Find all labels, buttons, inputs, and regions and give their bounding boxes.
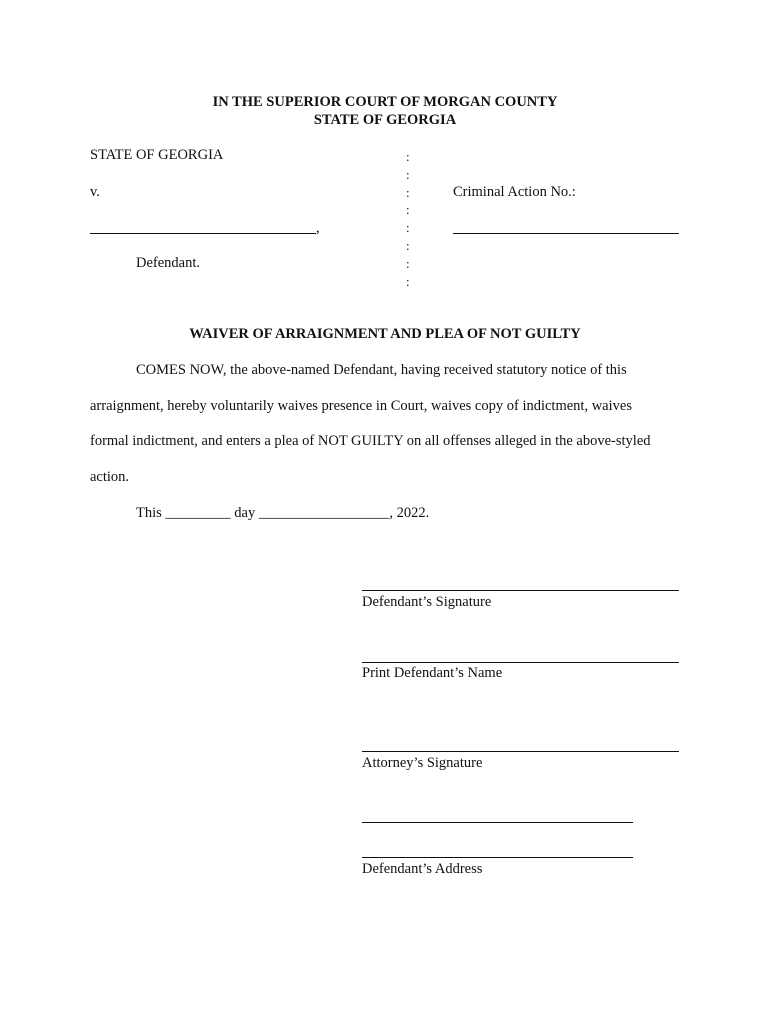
defendant-signature-label: Defendant’s Signature — [362, 594, 492, 610]
colon: : — [406, 149, 410, 164]
address-line-2[interactable] — [362, 857, 633, 858]
colon: : — [406, 273, 410, 289]
colon: : — [406, 202, 410, 218]
print-name-line[interactable] — [362, 662, 679, 663]
criminal-action-number-line[interactable] — [453, 233, 679, 234]
plaintiff-name: STATE OF GEORGIA — [90, 147, 224, 163]
attorney-signature-label: Attorney’s Signature — [362, 755, 483, 771]
colon: : — [406, 255, 410, 271]
body-line-2: arraignment, hereby voluntarily waives presence in Court, waives copy of indictment, waives — [90, 398, 632, 414]
defendant-label: Defendant. — [136, 255, 201, 271]
body-line-1: COMES NOW, the above-named Defendant, having received statutory notice of this — [136, 362, 627, 378]
criminal-action-label: Criminal Action No.: — [453, 184, 576, 200]
date-line[interactable]: This _________ day __________________, 2022. — [136, 505, 430, 521]
print-name-label: Print Defendant’s Name — [362, 665, 503, 681]
document-title: WAIVER OF ARRAIGNMENT AND PLEA OF NOT GUILTY — [189, 326, 581, 342]
court-heading: IN THE SUPERIOR COURT OF MORGAN COUNTY — [212, 94, 558, 110]
defendant-name-line — [90, 233, 316, 234]
colon: : — [406, 220, 410, 236]
colon: : — [406, 166, 410, 182]
caption-divider — [406, 148, 416, 290]
colon: : — [406, 237, 410, 253]
defendant-name-comma: , — [316, 220, 320, 236]
defendant-address-label: Defendant’s Address — [362, 861, 483, 877]
versus-label: v. — [90, 184, 100, 200]
colon: : — [406, 184, 410, 200]
body-line-4: action. — [90, 469, 130, 485]
attorney-signature-line[interactable] — [362, 751, 679, 752]
defendant-signature-line[interactable] — [362, 590, 679, 591]
state-heading: STATE OF GEORGIA — [313, 112, 457, 128]
body-line-3: formal indictment, and enters a plea of NOT GUILTY on all offenses alleged in the above-styled — [90, 433, 651, 449]
address-line-1[interactable] — [362, 822, 633, 823]
